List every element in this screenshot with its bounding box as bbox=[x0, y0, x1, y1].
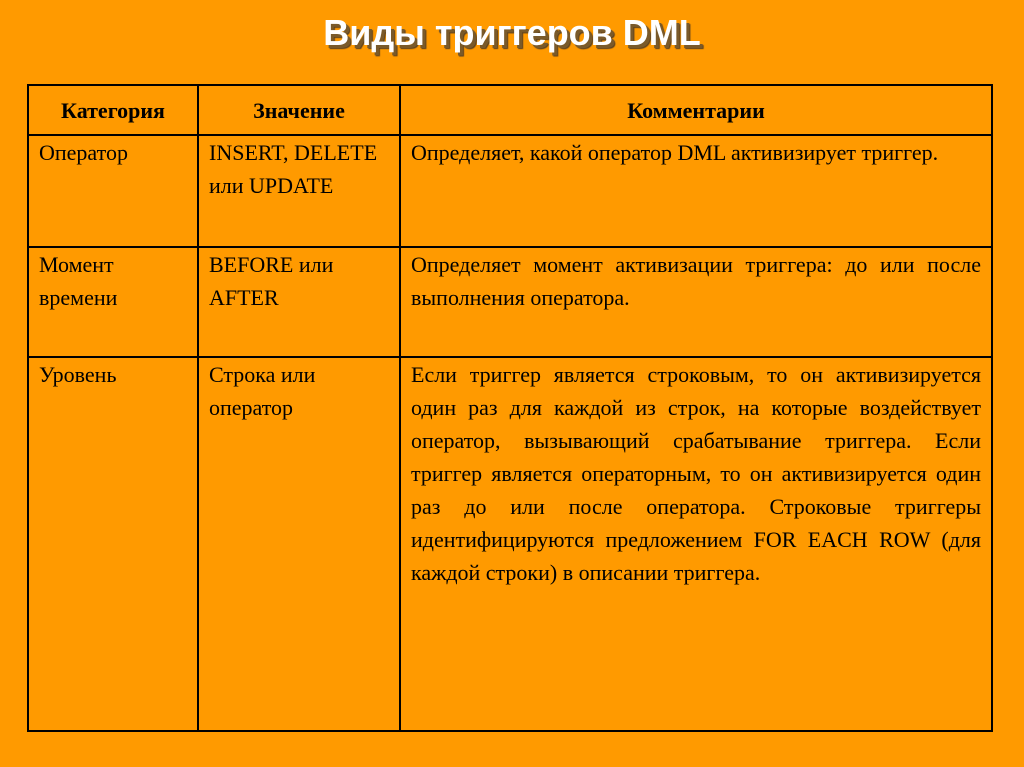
cell-category: Момент времени bbox=[28, 247, 198, 357]
slide-title: Виды триггеров DML bbox=[323, 12, 701, 53]
cell-category: Оператор bbox=[28, 135, 198, 247]
cell-comment: Определяет момент активизации триггера: до или после выполнения оператора. bbox=[400, 247, 992, 357]
cell-value: INSERT, DELETE или UPDATE bbox=[198, 135, 400, 247]
cell-comment: Определяет, какой оператор DML активизирует триггер. bbox=[400, 135, 992, 247]
table-row bbox=[28, 135, 992, 247]
cell-comment: Если триггер является строковым, то он активизируется один раз для каждой из строк, на которые воздействует оператор, вызывающий срабатывание триггера. Если триггер является операторным, то он активизируется один раз до или после оператора. Строковые триггеры идентифицируются предложением FOR EACH ROW (для каждой строки) в описании триггера. bbox=[400, 357, 992, 731]
cell-category: Уровень bbox=[28, 357, 198, 731]
cell-value: BEFORE или AFTER bbox=[198, 247, 400, 357]
cell-value: Строка или оператор bbox=[198, 357, 400, 731]
header-category: Категория bbox=[28, 85, 198, 135]
trigger-types-table bbox=[27, 84, 993, 732]
header-comments: Комментарии bbox=[400, 85, 992, 135]
header-value: Значение bbox=[198, 85, 400, 135]
table-row bbox=[28, 357, 992, 731]
table-header-row bbox=[28, 85, 992, 135]
table-row bbox=[28, 247, 992, 357]
